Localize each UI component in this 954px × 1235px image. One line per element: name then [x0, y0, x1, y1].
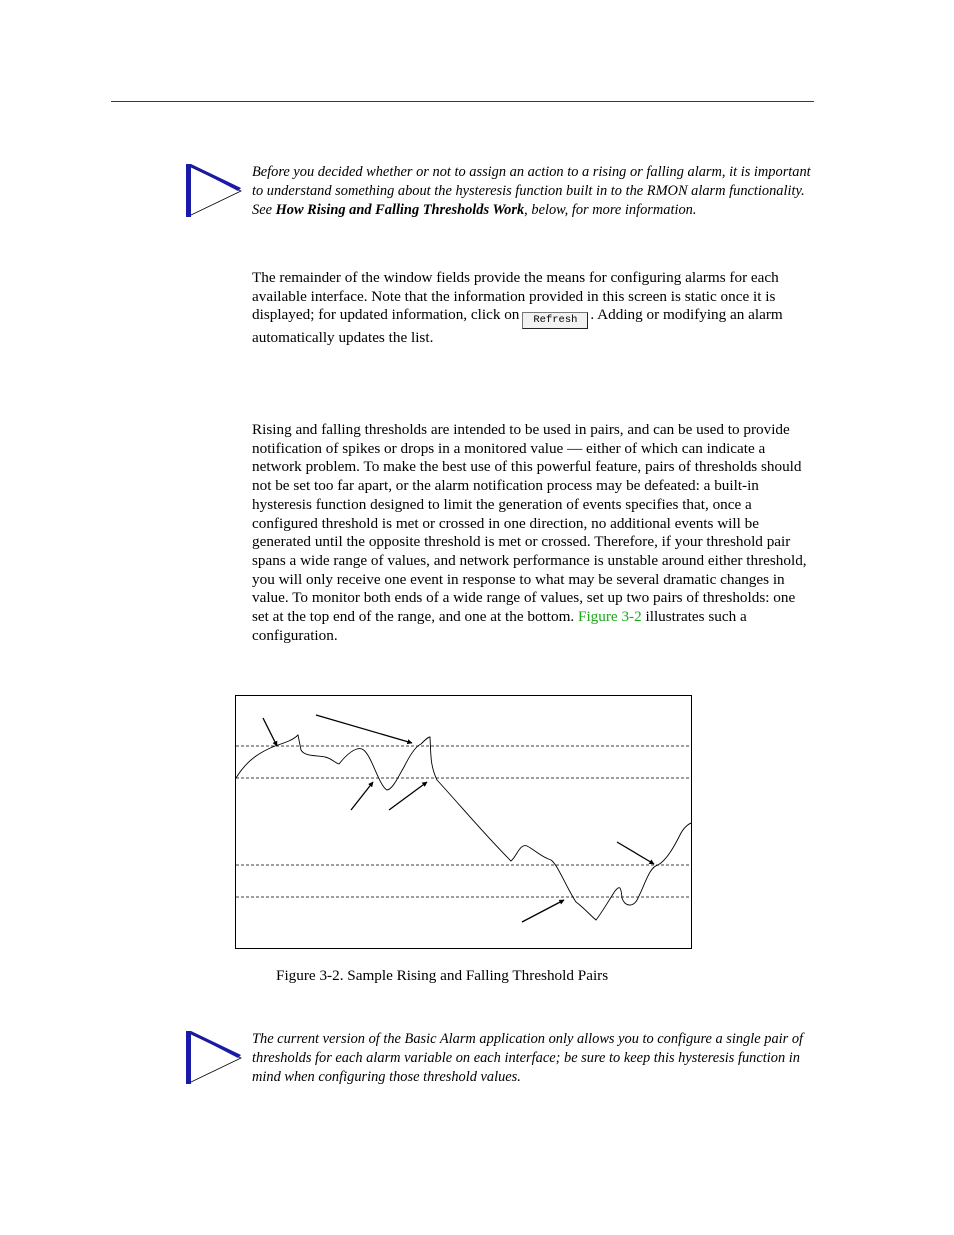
refresh-button[interactable]: Refresh	[522, 312, 588, 329]
note-text-hysteresis: Before you decided whether or not to assign an action to a rising or falling alarm, it is important to understand something about the hysteresis function built in to the RMON alarm functionality. See How Rising and Falling Thresholds Work, below, for more information.	[252, 164, 811, 218]
note-icon	[183, 1030, 245, 1086]
threshold-figure	[235, 695, 692, 949]
note-text-basic-alarm: The current version of the Basic Alarm application only allows you to configure a single pair of thresholds for each alarm variable on each interface; be sure to keep this hysteresis function in mind when configuring those threshold values.	[252, 1031, 804, 1085]
paragraph-thresholds: Rising and falling thresholds are intended to be used in pairs, and can be used to provide notification of spikes or drops in a monitored value — either of which can indicate a network problem. To make the best use of this powerful feature, pairs of thresholds should not be set too far apart, or the alarm notification process may be defeated: a built-in hysteresis function designed to limit the generation of events specifies that, once a configured threshold is met or crossed in one direction, no additional events will be generated until the opposite threshold is met or crossed. Therefore, if your threshold pair spans a wide range of values, and network performance is unstable around either threshold, you will only receive one event in response to what may be several dramatic changes in value. To monitor both ends of a wide range of values, set up two pairs of thresholds: one set at the top end of the range, and one at the bottom. Figure 3-2 illustrates such a configuration.	[252, 421, 807, 644]
cross-reference-title: How Rising and Falling Thresholds Work	[275, 202, 525, 218]
figure-link[interactable]: Figure 3-2	[578, 608, 642, 626]
figure-caption: Figure 3-2. Sample Rising and Falling Threshold Pairs	[276, 967, 609, 984]
paragraph-window-fields: The remainder of the window fields provide the means for configuring alarms for each available interface. Note that the information provided in this screen is static once it is displayed; for updated information, click on Refresh . Adding or modifying an alarm automatically updates the list.	[252, 269, 783, 347]
header-rule	[111, 101, 814, 102]
figure-frame	[236, 696, 692, 949]
note-icon	[183, 163, 245, 219]
